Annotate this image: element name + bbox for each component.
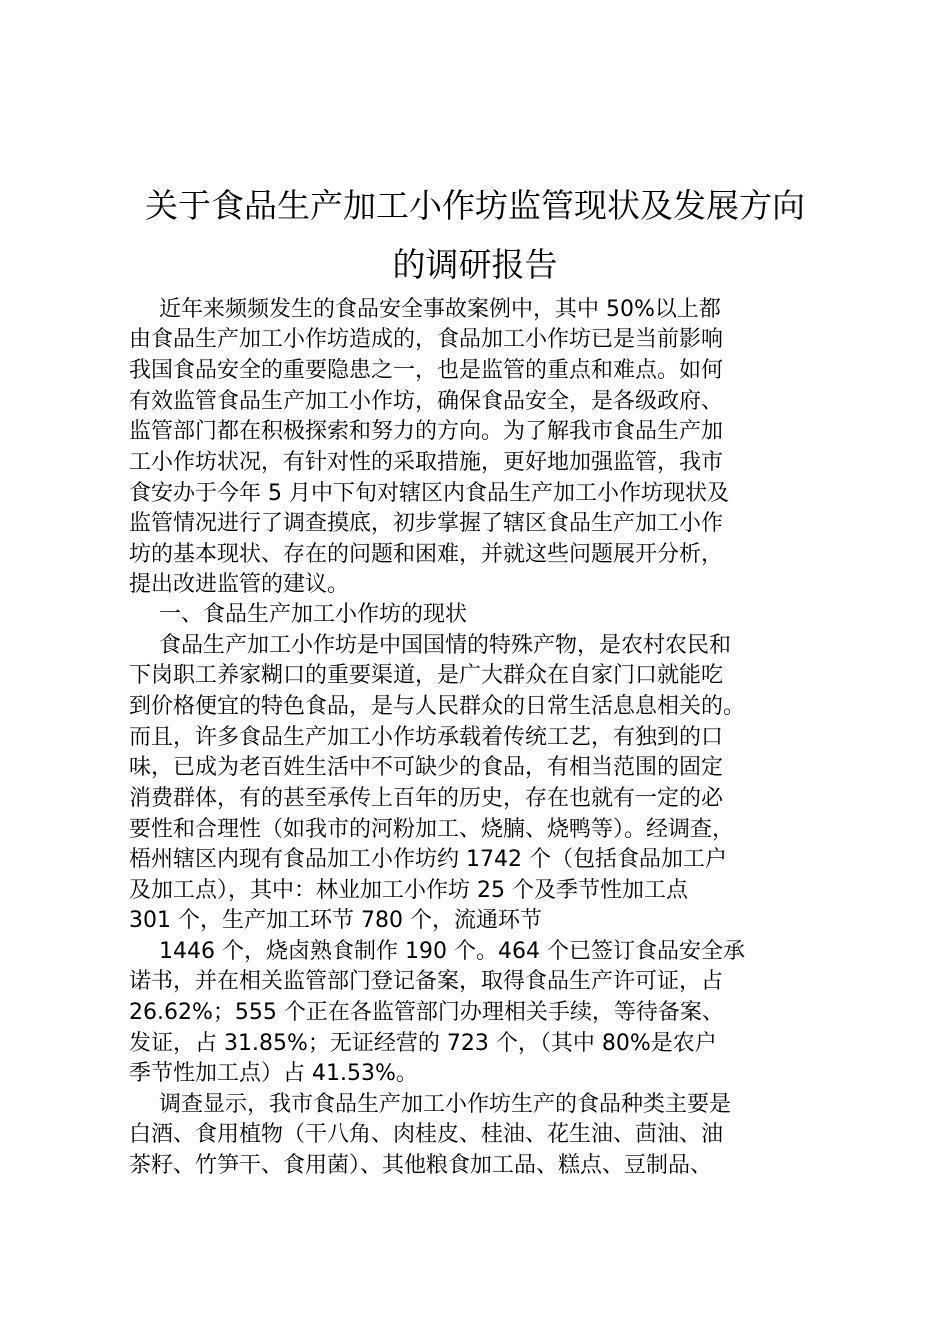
paragraph-line: 近年来频频发生的食品安全事故案例中，其中 50%以上都: [159, 297, 721, 322]
paragraph-line: 食安办于今年 5 月中下旬对辖区内食品生产加工小作坊现状及: [129, 481, 729, 506]
paragraph-line: 调查显示，我市食品生产加工小作坊生产的食品种类主要是: [159, 1092, 732, 1117]
paragraph-line: 到价格便宜的特色食品，是与人民群众的日常生活息息相关的。: [129, 694, 746, 719]
paragraph-line: 要性和合理性（如我市的河粉加工、烧腩、烧鸭等）。经调查，: [129, 817, 735, 842]
paragraph-line: 监管情况进行了调查摸底，初步掌握了辖区食品生产加工小作: [129, 511, 724, 536]
paragraph-line: 发证，占 31.85%；无证经营的 723 个，（其中 80%是农户: [129, 1031, 717, 1056]
paragraph-line: 及加工点），其中：林业加工小作坊 25 个及季节性加工点: [129, 878, 688, 903]
paragraph-line: 坊的基本现状、存在的问题和困难，并就这些问题展开分析，: [129, 542, 724, 567]
paragraph-line: 26.62%；555 个正在各监管部门办理相关手续，等待备案、: [129, 1000, 724, 1025]
document-title-line-1: 关于食品生产加工小作坊监管现状及发展方向: [145, 186, 805, 225]
paragraph-line: 我国食品安全的重要隐患之一，也是监管的重点和难点。如何: [129, 358, 724, 383]
paragraph-line: 1446 个，烧卤熟食制作 190 个。464 个已签订食品安全承: [159, 939, 745, 964]
paragraph-line: 食品生产加工小作坊是中国国情的特殊产物，是农村农民和: [159, 633, 732, 658]
paragraph-line: 提出改进监管的建议。: [129, 572, 350, 597]
paragraph-line: 工小作坊状况，有针对性的采取措施，更好地加强监管，我市: [129, 450, 724, 475]
paragraph-line: 味，已成为老百姓生活中不可缺少的食品，有相当范围的固定: [129, 755, 724, 780]
paragraph-line: 消费群体，有的甚至承传上百年的历史，存在也就有一定的必: [129, 786, 724, 811]
section-heading: 一、食品生产加工小作坊的现状: [159, 602, 468, 627]
paragraph-line: 由食品生产加工小作坊造成的，食品加工小作坊已是当前影响: [129, 327, 724, 352]
paragraph-line: 有效监管食品生产加工小作坊，确保食品安全，是各级政府、: [129, 389, 724, 414]
paragraph-line: 而且，许多食品生产加工小作坊承载着传统工艺，有独到的口: [129, 725, 724, 750]
paragraph-line: 梧州辖区内现有食品加工小作坊约 1742 个（包括食品加工户: [129, 847, 727, 872]
paragraph-line: 季节性加工点）占 41.53%。: [129, 1061, 418, 1086]
paragraph-line: 301 个，生产加工环节 780 个，流通环节: [129, 908, 542, 933]
paragraph-line: 下岗职工养家糊口的重要渠道，是广大群众在自家门口就能吃: [129, 663, 724, 688]
paragraph-line: 茶籽、竹笋干、食用菌）、其他粮食加工品、糕点、豆制品、: [129, 1153, 713, 1178]
document-title-line-2: 的调研报告: [392, 245, 558, 284]
paragraph-line: 诺书，并在相关监管部门登记备案，取得食品生产许可证，占: [129, 969, 724, 994]
paragraph-line: 监管部门都在积极探索和努力的方向。为了解我市食品生产加: [129, 419, 724, 444]
paragraph-line: 白酒、食用植物（干八角、肉桂皮、桂油、花生油、茴油、油: [129, 1122, 724, 1147]
